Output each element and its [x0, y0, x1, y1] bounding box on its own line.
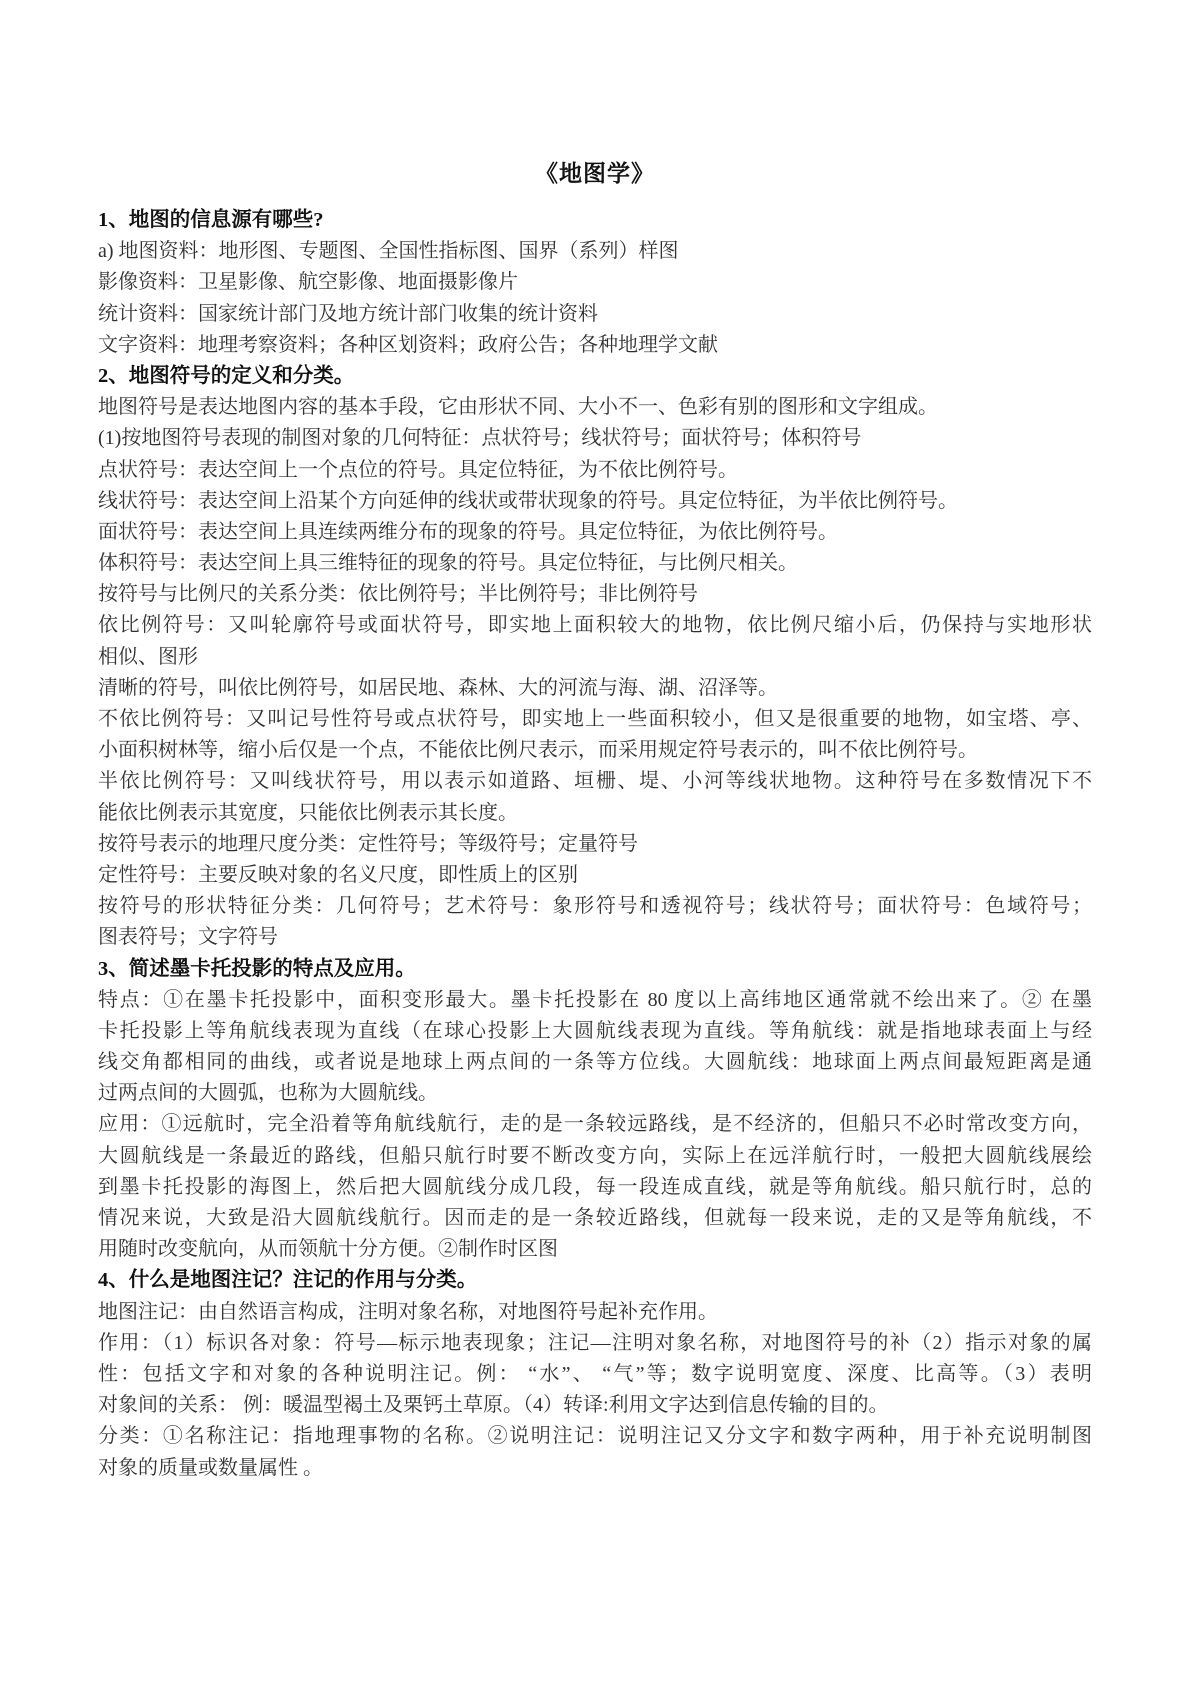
text-line: 不依比例符号：又叫记号性符号或点状符号，即实地上一些面积较小，但又是很重要的地物，如宝塔、亭、	[98, 708, 1092, 730]
question-heading: 2、地图符号的定义和分类。	[98, 364, 355, 387]
text-line: 应用：①远航时，完全沿着等角航线航行，走的是一条较远路线，是不经济的，但船只不必时常改变方向，	[98, 1113, 1092, 1136]
text-line: 到墨卡托投影的海图上，然后把大圆航线分成几段，每一段连成直线，就是等角航线。船只航行时，总的	[98, 1175, 1092, 1198]
text-line: 按符号的形状特征分类：几何符号；艺术符号：象形符号和透视符号；线状符号；面状符号：色域符号；	[98, 895, 1092, 918]
text-line: 图表符号；文字符号	[98, 926, 278, 949]
text-line: 影像资料：卫星影像、航空影像、地面摄影像片	[98, 271, 518, 294]
text-line: 文字资料：地理考察资料；各种区划资料；政府公告；各种地理学文献	[98, 333, 718, 356]
text-line: 按符号表示的地理尺度分类：定性符号；等级符号；定量符号	[98, 832, 638, 855]
text-line: 地图符号是表达地图内容的基本手段，它由形状不同、大小不一、色彩有别的图形和文字组成。	[98, 396, 938, 419]
text-line: 依比例符号：又叫轮廓符号或面状符号，即实地上面积较大的地物，依比例尺缩小后，仍保持与实地形状	[98, 614, 1092, 637]
text-line: 分类：①名称注记：指地理事物的名称。②说明注记：说明注记又分文字和数字两种，用于补充说明制图	[98, 1425, 1092, 1448]
text-line: 体积符号：表达空间上具三维特征的现象的符号。具定位特征，与比例尺相关。	[98, 552, 798, 575]
text-line: 情况来说，大致是沿大圆航线航行。因而走的是一条较近路线，但就每一段来说，走的又是等角航线，不	[98, 1207, 1092, 1229]
text-line: a) 地图资料：地形图、专题图、全国性指标图、国界（系列）样图	[98, 240, 679, 263]
text-line: 大圆航线是一条最近的路线，但船只航行时要不断改变方向，实际上在远洋航行时，一般把大圆航线展绘	[98, 1144, 1092, 1167]
text-line: 定性符号：主要反映对象的名义尺度，即性质上的区别	[98, 863, 578, 886]
text-line: 线交角都相同的曲线，或者说是地球上两点间的一条等方位线。大圆航线：地球面上两点间最短距离是通	[98, 1051, 1092, 1074]
text-line: 半依比例符号：又叫线状符号，用以表示如道路、垣栅、堤、小河等线状地物。这种符号在多数情况下不	[98, 770, 1092, 793]
text-line: 地图注记：由自然语言构成，注明对象名称，对地图符号起补充作用。	[98, 1300, 718, 1323]
question-heading: 1、地图的信息源有哪些?	[98, 209, 324, 231]
text-line: 小面积树林等，缩小后仅是一个点，不能依比例尺表示，而采用规定符号表示的，叫不依比例符号。	[98, 739, 978, 762]
text-line: 按符号与比例尺的关系分类：依比例符号；半比例符号；非比例符号	[98, 583, 698, 606]
text-line: 线状符号：表达空间上沿某个方向延伸的线状或带状现象的符号。具定位特征，为半依比例符号。	[98, 489, 958, 512]
text-line: 面状符号：表达空间上具连续两维分布的现象的符号。具定位特征，为依比例符号。	[98, 520, 838, 543]
text-line: 相似、图形	[98, 645, 198, 668]
text-line: 过两点间的大圆弧，也称为大圆航线。	[98, 1082, 438, 1105]
document-title: 《地图学》	[535, 161, 655, 186]
text-line: 性：包括文字和对象的各种说明注记。例： “水”、 “气”等；数字说明宽度、深度、比高等。（3）表明	[98, 1362, 1092, 1385]
text-line: 统计资料：国家统计部门及地方统计部门收集的统计资料	[98, 302, 598, 325]
document-body	[98, 205, 1092, 1484]
text-line: 能依比例表示其宽度，只能依比例表示其长度。	[98, 801, 518, 824]
text-line: 用随时改变航向，从而领航十分方便。②制作时区图	[98, 1238, 558, 1261]
text-line: 卡托投影上等角航线表现为直线（在球心投影上大圆航线表现为直线。等角航线：就是指地球表面上与经	[98, 1019, 1092, 1042]
text-line: 特点：①在墨卡托投影中，面积变形最大。墨卡托投影在 80 度以上高纬地区通常就不绘出来了。② 在墨	[98, 988, 1092, 1011]
text-line: 清晰的符号，叫依比例符号，如居民地、森林、大的河流与海、湖、沼泽等。	[98, 676, 778, 699]
text-line: 作用：（1）标识各对象：符号—标示地表现象；注记—注明对象名称，对地图符号的补（2）指示对象的属	[98, 1331, 1092, 1354]
text-line: (1)按地图符号表现的制图对象的几何特征：点状符号；线状符号；面状符号；体积符号	[98, 427, 862, 450]
text-line: 对象间的关系： 例：暖温型褐土及栗钙土草原。（4）转译:利用文字达到信息传输的目的。	[98, 1394, 889, 1417]
question-heading: 4、什么是地图注记？注记的作用与分类。	[98, 1269, 478, 1292]
text-line: 点状符号：表达空间上一个点位的符号。具定位特征，为不依比例符号。	[98, 458, 738, 481]
question-heading: 3、简述墨卡托投影的特点及应用。	[98, 957, 416, 980]
text-line: 对象的质量或数量属性 。	[98, 1456, 323, 1479]
